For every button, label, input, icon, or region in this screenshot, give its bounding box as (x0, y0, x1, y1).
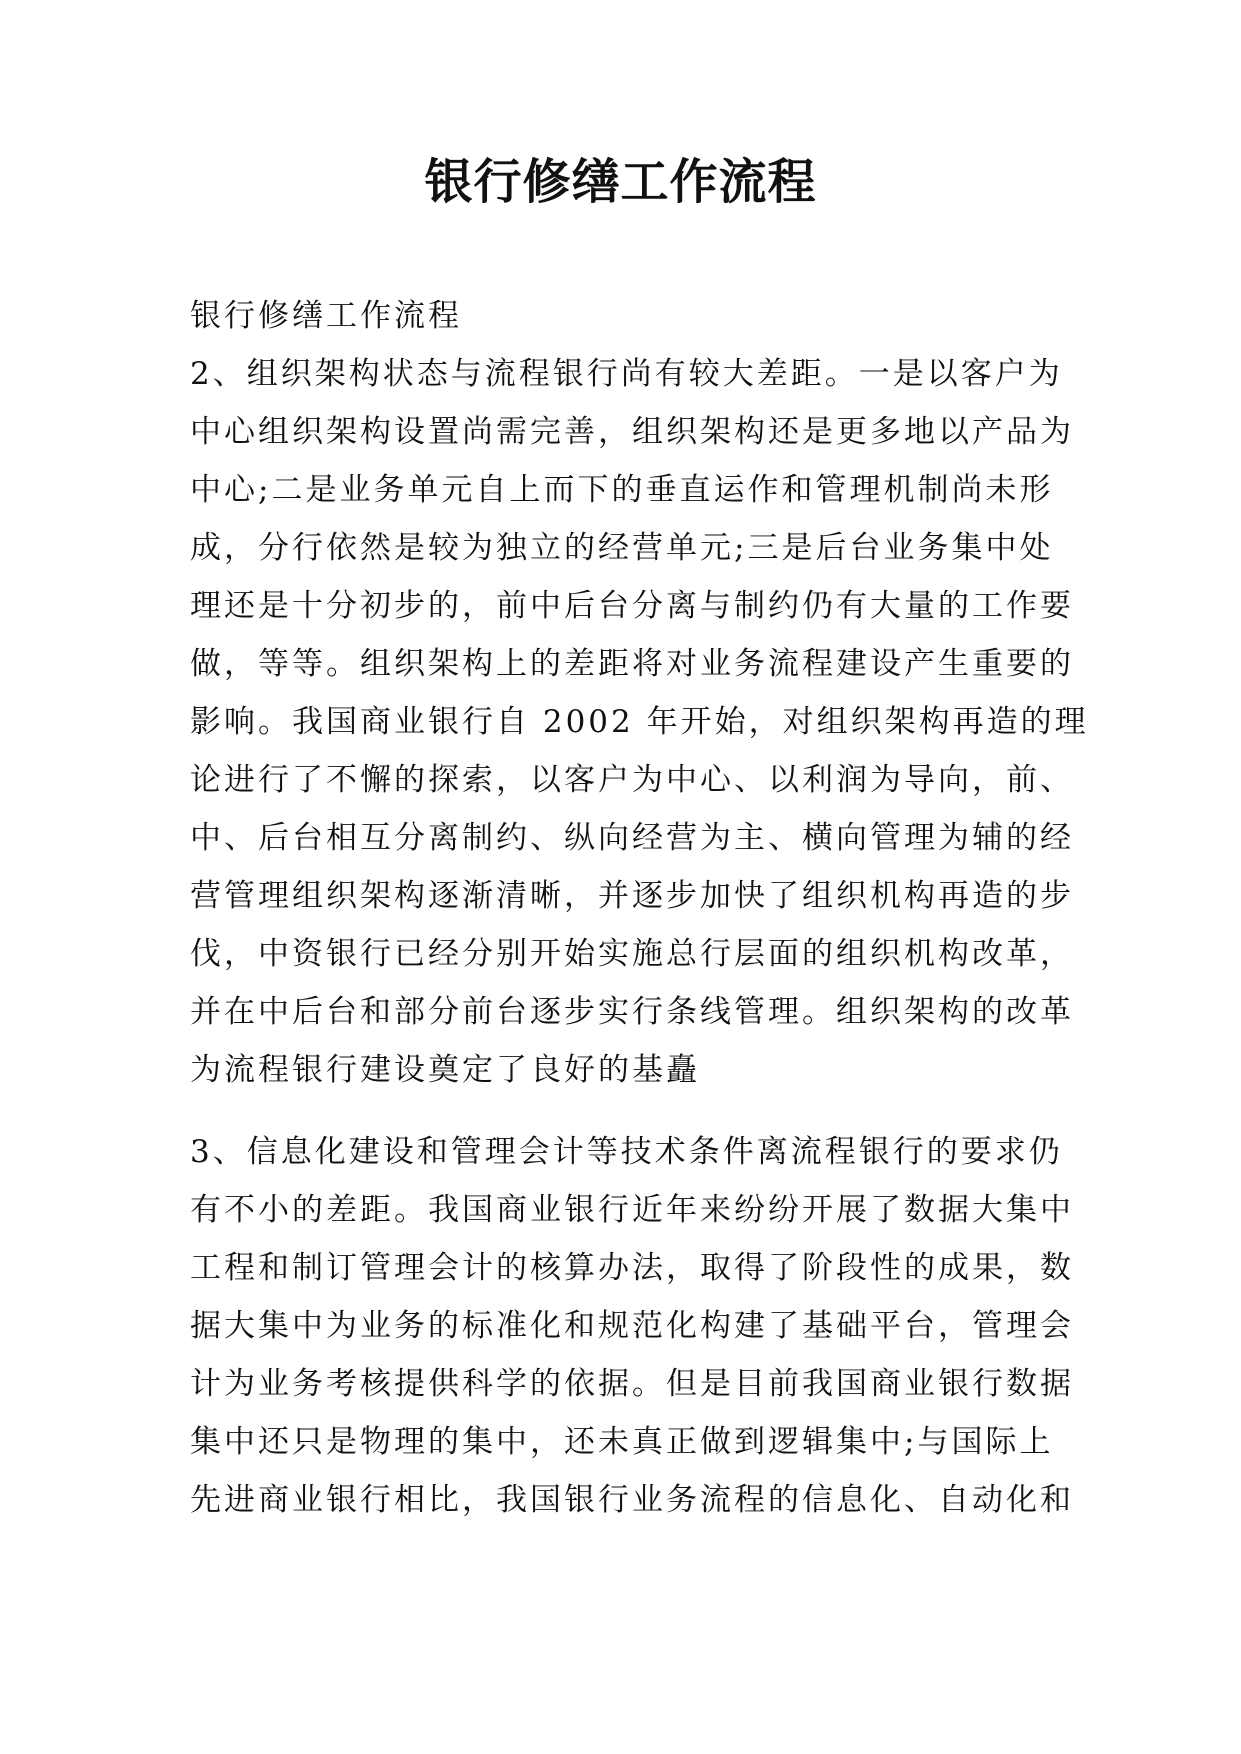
paragraph-line: 中心组织架构设置尚需完善，组织架构还是更多地以产品为 (190, 414, 1074, 450)
paragraph-line: 中、后台相互分离制约、纵向经营为主、横向管理为辅的经 (190, 820, 1074, 856)
paragraph-line: 2、组织架构状态与流程银行尚有较大差距。一是以客户为 (190, 356, 1063, 392)
paragraph-line: 集中还只是物理的集中，还未真正做到逻辑集中;与国际上 (190, 1424, 1054, 1460)
paragraph-line: 有不小的差距。我国商业银行近年来纷纷开展了数据大集中 (190, 1192, 1074, 1228)
paragraph-line: 成，分行依然是较为独立的经营单元;三是后台业务集中处 (190, 530, 1054, 566)
paragraph-organization (190, 345, 1089, 1099)
paragraph-line: 为流程银行建设奠定了良好的基矗 (190, 1052, 700, 1088)
paragraph-line: 影响。我国商业银行自 2002 年开始，对组织架构再造的理 (190, 704, 1089, 740)
paragraph-line: 据大集中为业务的标准化和规范化构建了基础平台，管理会 (190, 1308, 1074, 1344)
paragraph-line: 做，等等。组织架构上的差距将对业务流程建设产生重要的 (190, 646, 1074, 682)
document-subtitle (190, 287, 1070, 345)
paragraph-line: 工程和制订管理会计的核算办法，取得了阶段性的成果，数 (190, 1250, 1074, 1286)
document-title: 银行修缮工作流程 (424, 154, 817, 210)
paragraph-line: 并在中后台和部分前台逐步实行条线管理。组织架构的改革 (190, 994, 1074, 1030)
paragraph-line: 3、信息化建设和管理会计等技术条件离流程银行的要求仍 (190, 1134, 1063, 1170)
paragraph-line: 论进行了不懈的探索，以客户为中心、以利润为导向，前、 (190, 762, 1074, 798)
subtitle-line: 银行修缮工作流程 (190, 298, 462, 334)
paragraph-line: 理还是十分初步的，前中后台分离与制约仍有大量的工作要 (190, 588, 1074, 624)
paragraph-line: 先进商业银行相比，我国银行业务流程的信息化、自动化和 (190, 1482, 1074, 1518)
paragraph-line: 计为业务考核提供科学的依据。但是目前我国商业银行数据 (190, 1366, 1074, 1402)
paragraph-line: 营管理组织架构逐渐清晰，并逐步加快了组织机构再造的步 (190, 878, 1074, 914)
paragraph-line: 中心;二是业务单元自上而下的垂直运作和管理机制尚未形 (190, 472, 1054, 508)
paragraph-line: 伐，中资银行已经分别开始实施总行层面的组织机构改革， (190, 936, 1074, 972)
paragraph-information (190, 1123, 1074, 1529)
